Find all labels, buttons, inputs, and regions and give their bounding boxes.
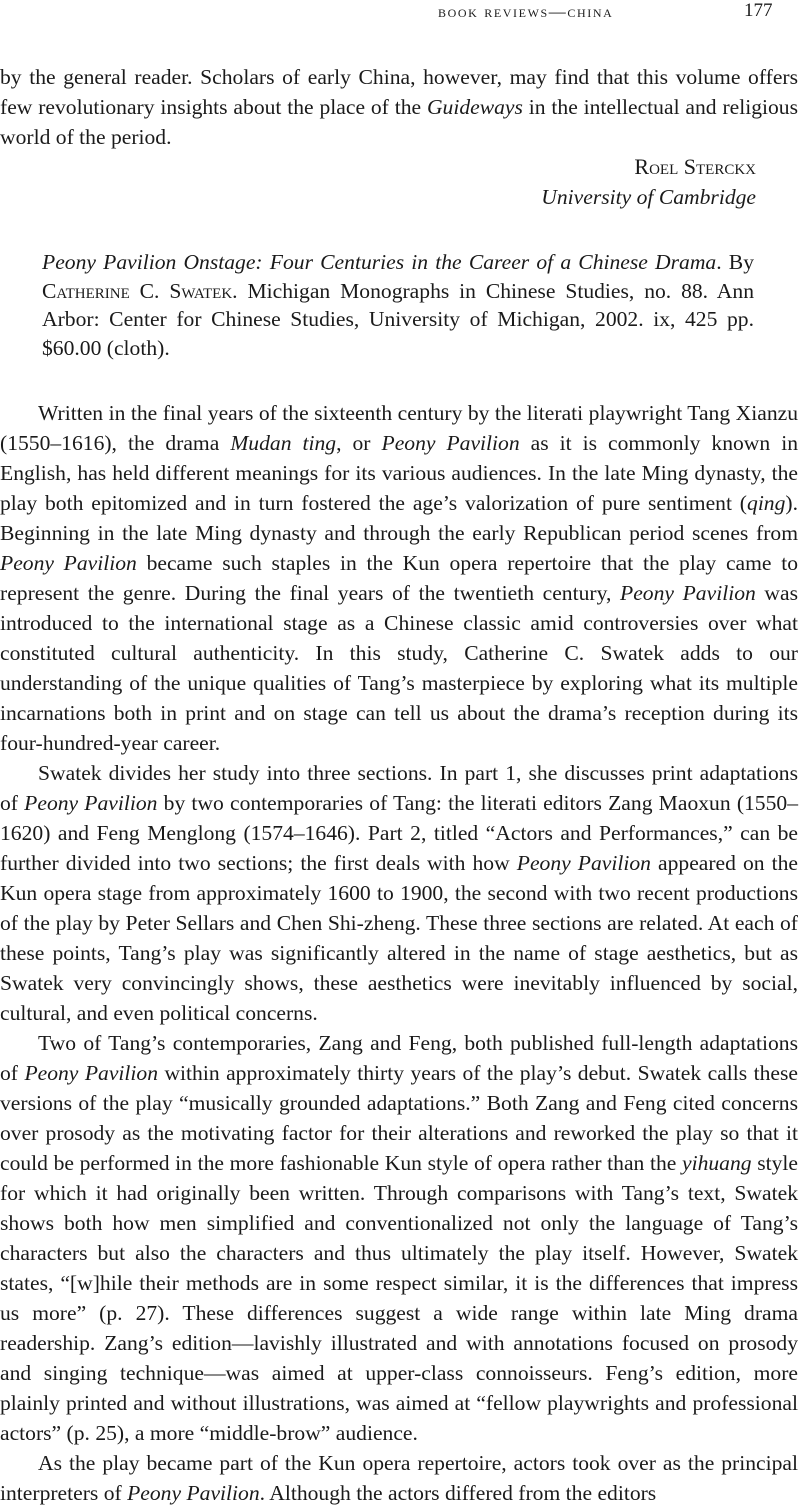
reviewer-name: Roel Sterckx xyxy=(634,154,756,179)
paragraph-text: became such staples in the Kun opera repertoire that the play came to represent the genre. During the final years of the twentieth century, xyxy=(0,551,799,605)
italic-term: Peony Pavilion xyxy=(24,791,158,815)
italic-term: Mudan ting xyxy=(230,431,337,455)
paragraph-text: Swatek divides her study into three sections. In part 1, she discusses print adaptations of xyxy=(0,761,798,815)
page-number: 177 xyxy=(744,0,773,21)
paragraph-text: Written in the final years of the sixteenth century by the literati playwright Tang Xianzu (1550–1616), the drama xyxy=(0,401,798,455)
paragraph-text: ). Beginning in the late Ming dynasty and through the early Republican period scenes from xyxy=(0,491,798,545)
italic-term: Peony Pavilion xyxy=(127,1481,260,1505)
paragraph-text: , or xyxy=(336,431,382,455)
italic-term: Peony Pavilion xyxy=(24,1061,159,1085)
paragraph-text: as it is commonly known in English, has held different meanings for its various audiences. In the late Ming dynasty, the play both epitomized and in turn fostered the age’s valorization of pure sentiment ( xyxy=(0,431,798,515)
paragraph-text: As the play became part of the Kun opera repertoire, actors took over as the principal interpreters of xyxy=(0,1451,798,1505)
paragraph-text: style for which it had originally been written. Through comparisons with Tang’s text, Swatek shows both how men simplified and conventionalized not only the language of Tang’s characters but also the characters and thus ultimately the play itself. However, Swatek states, “[w]hile their methods are in some respect similar, it is the differences that impress us more” (p. 27). These differences suggest a wide range within late Ming drama readership. Zang’s edition—lavishly illustrated and with annotations focused on prosody and singing technique—was aimed at upper-class connoisseurs. Feng’s edition, more plainly printed and without illustrations, was aimed at “fellow playwrights and professional actors” (p. 25), a more “middle-brow” audience. xyxy=(0,1151,798,1445)
italic-term: Peony Pavilion xyxy=(0,551,137,575)
book-series: . Michigan Monographs in Chinese Studies, no. 88. xyxy=(232,278,709,303)
review-bibliographic-header: Peony Pavilion Onstage: Four Centuries in the Career of a Chinese Drama. By Catherine C. Swatek. Michigan Monographs in Chinese Studies, no. 88. Ann Arbor: Center for Chinese Studies, University of Michigan, 2002. ix, 425 pp. $60.00 (cloth). xyxy=(42,250,755,360)
book-title: Peony Pavilion Onstage: Four Centuries in the Career of a Chinese Drama xyxy=(42,250,717,274)
review-paragraph xyxy=(0,398,798,758)
paragraph-text: by two contemporaries of Tang: the literati editors Zang Maoxun (1550–1620) and Feng Menglong (1574–1646). Part 2, titled “Actors and Performances,” can be further divided into two sections; the first deals with how xyxy=(0,791,798,875)
review-paragraph xyxy=(0,1028,798,1448)
paragraph-text: within approximately thirty years of the play’s debut. Swatek calls these versions of the play “musically grounded adaptations.” Both Zang and Feng cited concerns over prosody as the motivating factor for their alterations and reworked the play so that it could be performed in the more fashionable Kun style of opera rather than the xyxy=(0,1061,799,1175)
prev-review-closing: by the general reader. Scholars of early China, however, may find that this volume offers few revolutionary insights about the place of the Guideways in the intellectual and religious world of the period. xyxy=(0,65,799,149)
paragraph-text: appeared on the Kun opera stage from approximately 1600 to 1900, the second with two recent productions of the play by Peter Sellars and Chen Shi-zheng. These three sections are related. At each of these points, Tang’s play was significantly altered in the name of stage aesthetics, but as Swatek very convincingly shows, these aesthetics were inevitably influenced by social, cultural, and even political concerns. xyxy=(0,851,799,1025)
italic-term: Peony Pavilion xyxy=(516,851,651,875)
italic-term: Peony Pavilion xyxy=(381,431,520,455)
prev-review-title: Guideways xyxy=(426,95,523,119)
book-publication: Ann Arbor: Center for Chinese Studies, University of Michigan, 2002. ix, 425 pp. $60.00 (cloth). xyxy=(42,278,754,360)
paragraph-text: was introduced to the international stage as a Chinese classic amid controversies over what constituted cultural authenticity. In this study, Catherine C. Swatek adds to our understanding of the unique qualities of Tang’s masterpiece by exploring what its multiple incarnations both in print and on stage can tell us about the drama’s reception during its four-hundred-year career. xyxy=(0,581,799,755)
italic-term: yihuang xyxy=(682,1151,752,1175)
review-paragraph xyxy=(0,758,798,1028)
review-paragraph xyxy=(0,1448,798,1508)
italic-term: Peony Pavilion xyxy=(620,581,756,605)
italic-term: qing xyxy=(747,491,786,515)
paragraph-text: Two of Tang’s contemporaries, Zang and Feng, both published full-length adaptations of xyxy=(0,1031,798,1085)
paragraph-text: . Although the actors differed from the editors xyxy=(259,1481,657,1505)
book-author: Catherine C. Swatek xyxy=(42,278,233,303)
reviewer-institution: University of Cambridge xyxy=(541,185,756,209)
review-body xyxy=(0,398,798,1508)
reviewer-signature xyxy=(0,152,798,212)
page-body xyxy=(0,62,798,1508)
running-head-section: book reviews—china xyxy=(438,2,614,21)
running-head xyxy=(0,0,800,40)
